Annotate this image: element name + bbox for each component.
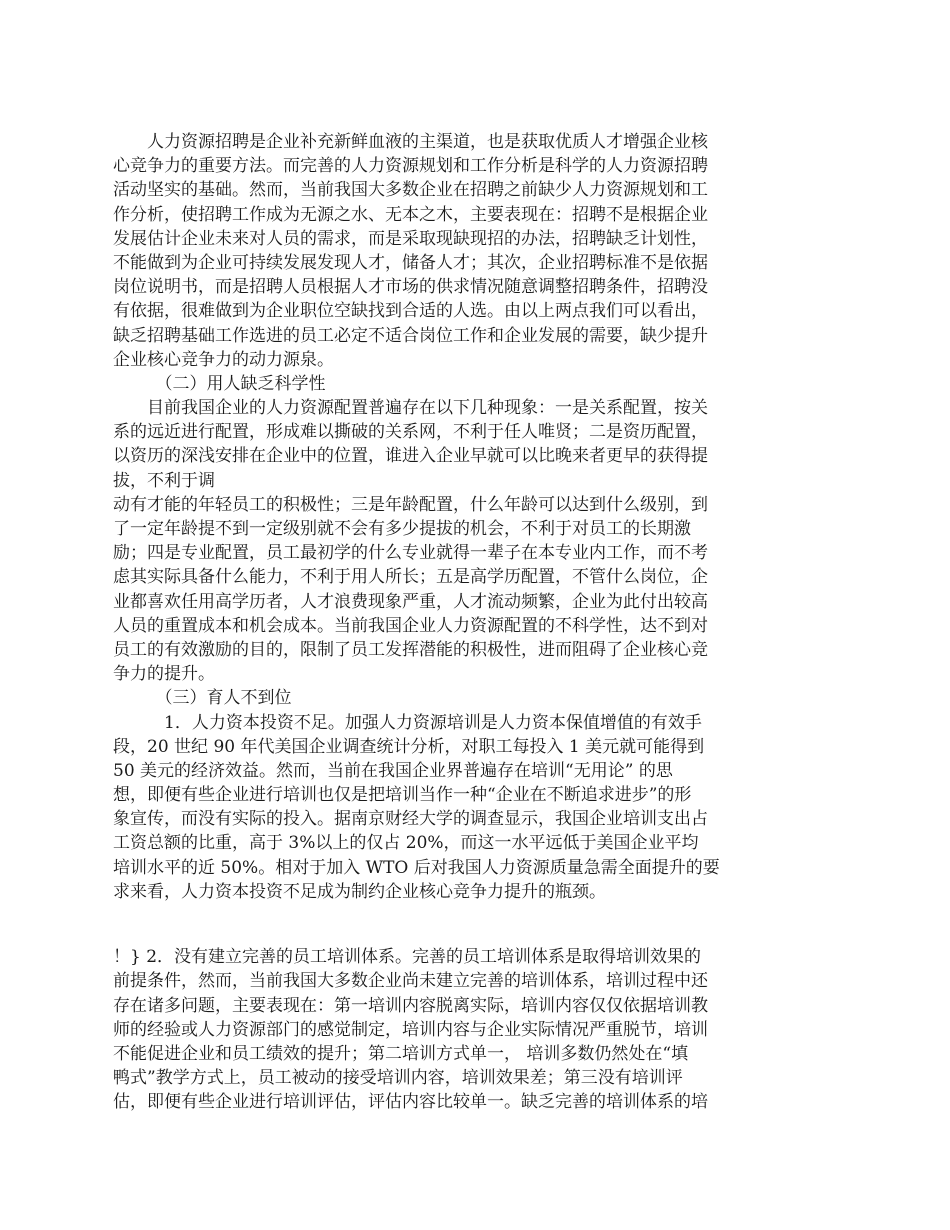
text-line: 岗位说明书，而是招聘人员根据人才市场的供求情况随意调整招聘条件，招聘没 bbox=[113, 277, 708, 298]
text-line: 活动坚实的基础。然而，当前我国大多数企业在招聘之前缺少人力资源规划和工 bbox=[113, 180, 708, 201]
text-line: 想，即便有些企业进行培训也仅是把培训当作一种“企业在不断追求进步”的形 bbox=[113, 785, 692, 806]
text-line: 师的经验或人力资源部门的感觉制定，培训内容与企业实际情况严重脱节，培训 bbox=[113, 1019, 708, 1040]
text-line: 1．人力资本投资不足。加强人力资源培训是人力资本保值增值的有效手 bbox=[113, 712, 702, 733]
text-line: 求来看，人力资本投资不足成为制约企业核心竞争力提升的瓶颈。 bbox=[113, 881, 606, 902]
text-line: 发展估计企业未来对人员的需求，而是采取现缺现招的办法，招聘缺乏计划性， bbox=[113, 228, 708, 249]
text-line: 虑其实际具备什么能力，不利于用人所长；五是高学历配置，不管什么岗位，企 bbox=[113, 567, 708, 588]
text-line: 目前我国企业的人力资源配置普遍存在以下几种现象：一是关系配置，按关 bbox=[113, 398, 708, 419]
text-line: 50 美元的经济效益。然而，当前在我国企业界普遍存在培训“无用论” 的思 bbox=[113, 760, 673, 781]
text-line: ！} 2．没有建立完善的员工培训体系。完善的员工培训体系是取得培训效果的 bbox=[113, 947, 702, 968]
text-line: 心竞争力的重要方法。而完善的人力资源规划和工作分析是科学的人力资源招聘 bbox=[113, 156, 708, 177]
text-line: 作分析，使招聘工作成为无源之水、无本之木，主要表现在：招聘不是根据企业 bbox=[113, 204, 708, 225]
text-line: 估，即便有些企业进行培训评估，评估内容比较单一。缺乏完善的培训体系的培 bbox=[113, 1092, 708, 1113]
text-line: 鸭式”教学方式上，员工被动的接受培训内容，培训效果差；第三没有培训评 bbox=[113, 1068, 683, 1089]
text-line: 不能做到为企业可持续发展发现人才，储备人才；其次，企业招聘标准不是依据 bbox=[113, 252, 708, 273]
text-line: 不能促进企业和员工绩效的提升；第二培训方式单一， 培训多数仍然处在“填 bbox=[113, 1043, 689, 1064]
text-line: 励；四是专业配置，员工最初学的什么专业就得一辈子在本专业内工作，而不考 bbox=[113, 543, 708, 564]
text-line: 系的远近进行配置，形成难以撕破的关系网，不利于任人唯贤；二是资历配置， bbox=[113, 422, 708, 443]
text-line bbox=[113, 904, 768, 928]
text-line: 工资总额的比重，高于 3%以上的仅占 20%，而这一水平远低于美国企业平均 bbox=[113, 833, 699, 854]
text-line: 拔，不利于调 bbox=[113, 470, 215, 491]
text-line: 有依据，很难做到为企业职位空缺找到合适的人选。由以上两点我们可以看出， bbox=[113, 301, 708, 322]
document-body bbox=[113, 130, 768, 1139]
text-line: 人力资源招聘是企业补充新鲜血液的主渠道，也是获取优质人才增强企业核 bbox=[113, 132, 708, 152]
text-line: 员工的有效激励的目的，限制了员工发挥潜能的积极性，进而阻碍了企业核心竞 bbox=[113, 639, 708, 660]
section-heading: （二）用人缺乏科学性 bbox=[113, 373, 326, 394]
text-line: 企业核心竞争力的动力源泉。 bbox=[113, 349, 334, 370]
text-line: 段，20 世纪 90 年代美国企业调查统计分析，对职工每投入 1 美元就可能得到 bbox=[113, 736, 705, 757]
text-line: 争力的提升。 bbox=[113, 664, 215, 685]
text-line: 存在诸多问题，主要表现在：第一培训内容脱离实际，培训内容仅仅依据培训教 bbox=[113, 995, 708, 1016]
text-line: 业都喜欢任用高学历者，人才浪费现象严重，人才流动频繁，企业为此付出较高 bbox=[113, 591, 708, 612]
text-line: 前提条件，然而，当前我国大多数企业尚未建立完善的培训体系，培训过程中还 bbox=[113, 971, 708, 992]
text-line bbox=[113, 1115, 768, 1139]
text-line: 人员的重置成本和机会成本。当前我国企业人力资源配置的不科学性，达不到对 bbox=[113, 615, 708, 636]
text-line: 动有才能的年轻员工的积极性；三是年龄配置，什么年龄可以达到什么级别，到 bbox=[113, 494, 708, 515]
text-line: 缺乏招聘基础工作选进的员工必定不适合岗位工作和企业发展的需要，缺少提升 bbox=[113, 325, 708, 346]
section-heading: （三）育人不到位 bbox=[113, 688, 292, 709]
text-line: 培训水平的近 50%。相对于加入 WTO 后对我国人力资源质量急需全面提升的要 bbox=[113, 857, 720, 878]
paragraph-gap bbox=[113, 928, 768, 945]
text-line: 了一定年龄提不到一定级别就不会有多少提拔的机会，不利于对员工的长期激 bbox=[113, 519, 691, 539]
text-line: 以资历的深浅安排在企业中的位置，谁进入企业早就可以比晚来者更早的获得提 bbox=[113, 446, 708, 467]
text-line: 象宣传，而没有实际的投入。据南京财经大学的调查显示，我国企业培训支出占 bbox=[113, 809, 708, 830]
